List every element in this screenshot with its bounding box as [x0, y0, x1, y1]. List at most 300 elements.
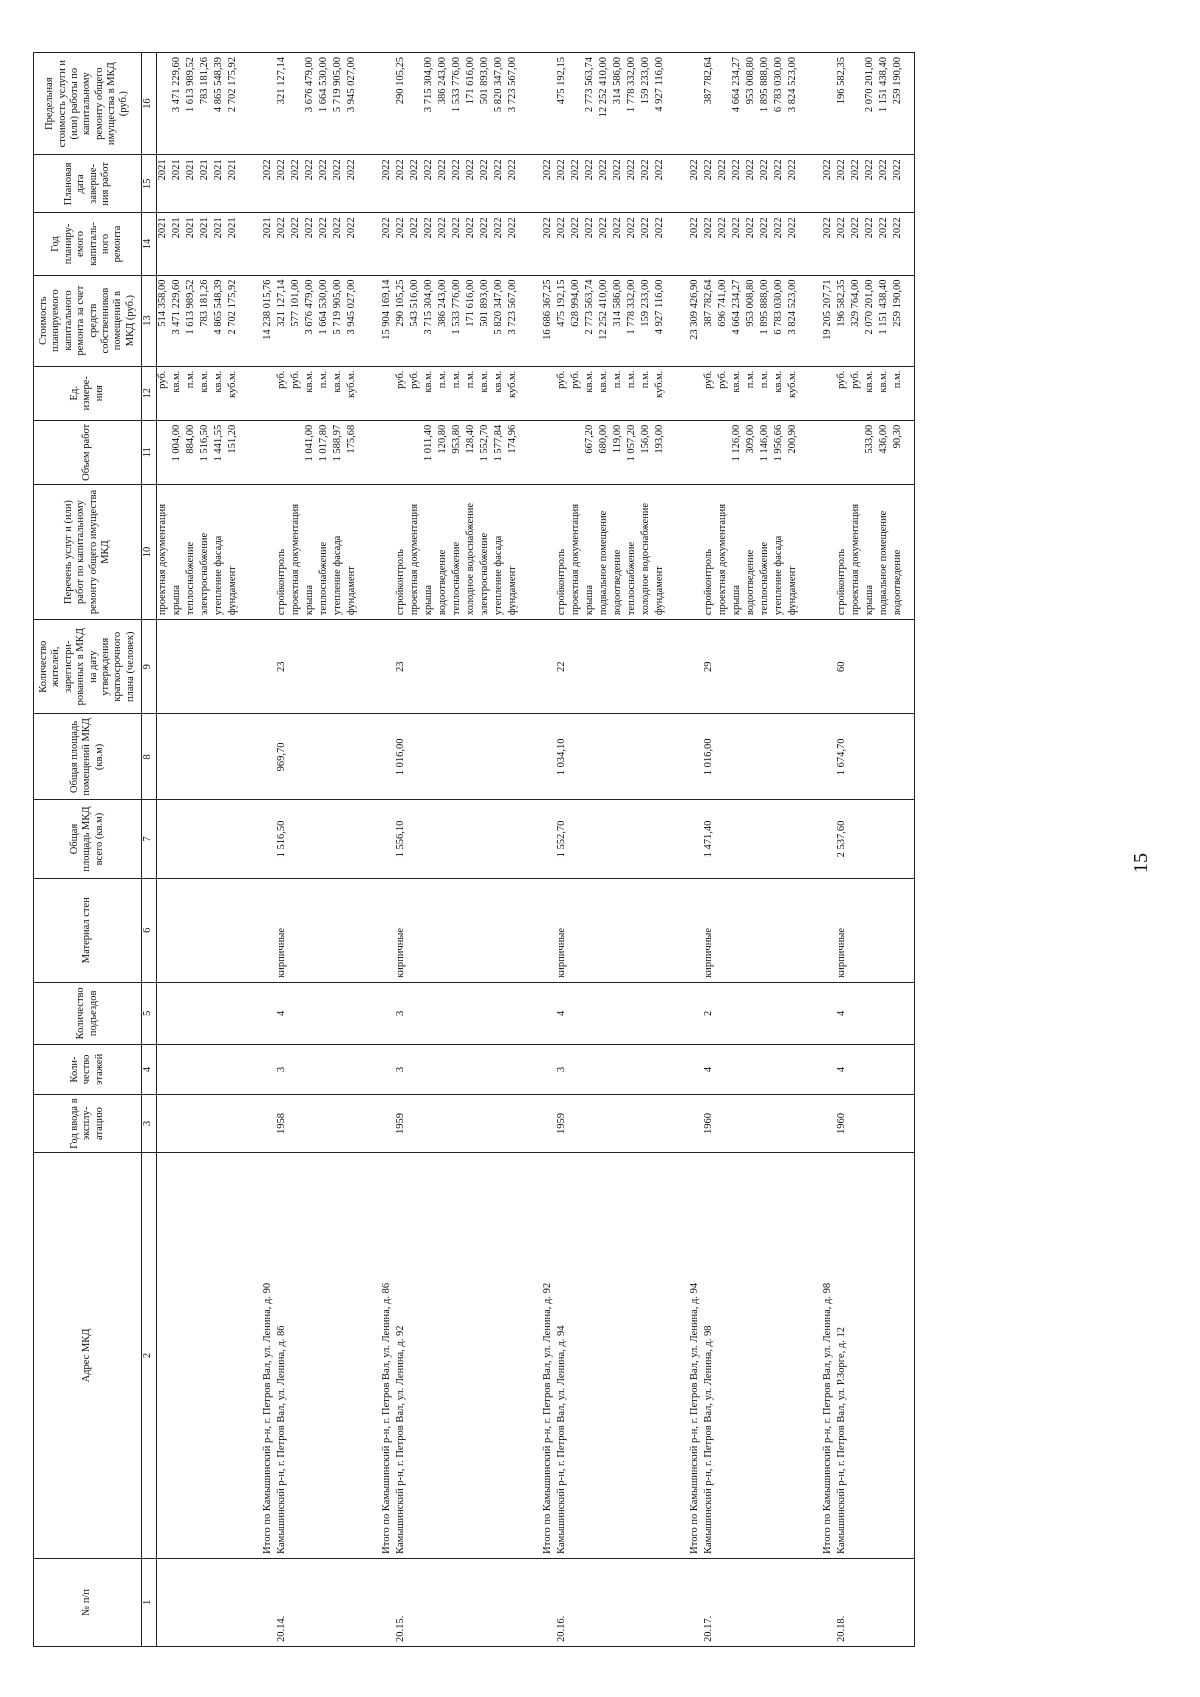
year-built-cell — [381, 1095, 395, 1153]
volume-cell: 1 126,00 — [731, 420, 745, 484]
table-row — [493, 53, 507, 1647]
year-built-cell — [346, 1095, 360, 1153]
total-area-cell — [185, 800, 199, 878]
volume-cell: 1 588,97 — [332, 420, 346, 484]
work-item-cell: холодное водоснабжение — [640, 484, 654, 619]
col-number: 10 — [142, 484, 157, 619]
address-cell — [745, 1153, 759, 1559]
premises-area-cell — [850, 714, 864, 800]
floors-cell: 4 — [836, 1044, 850, 1094]
wall-material-cell: кирпичные — [395, 878, 409, 982]
year-built-cell — [199, 1095, 213, 1153]
limit-cost-cell: 259 190,00 — [892, 53, 906, 155]
address-cell — [892, 1153, 906, 1559]
year-built-cell — [584, 1095, 598, 1153]
total-area-cell: 1 516,50 — [276, 800, 290, 878]
cost-cell: 3 471 229,60 — [171, 275, 185, 366]
work-item-cell: подвальное помещение — [598, 484, 612, 619]
unit-cell: кв.м. — [878, 366, 892, 420]
total-area-cell: 1 552,70 — [556, 800, 570, 878]
limit-cost-cell: 1 895 888,00 — [759, 53, 773, 155]
year-built-cell: 1959 — [556, 1095, 570, 1153]
entrances-cell — [668, 982, 689, 1044]
unit-cell: п.м. — [745, 366, 759, 420]
table-row — [892, 53, 906, 1647]
entrances-cell — [731, 982, 745, 1044]
total-area-cell — [521, 800, 542, 878]
repair-year-cell: 2022 — [773, 213, 787, 275]
unit-cell: п.м. — [451, 366, 465, 420]
cost-cell: 19 205 207,71 — [822, 275, 836, 366]
table-end-cell — [906, 1095, 915, 1153]
residents-cell — [423, 620, 437, 714]
cost-cell: 1 778 332,00 — [626, 275, 640, 366]
entrances-cell — [241, 982, 262, 1044]
repair-year-cell: 2022 — [346, 213, 360, 275]
repair-year-cell: 2022 — [787, 213, 801, 275]
year-built-cell — [822, 1095, 836, 1153]
completion-date-cell: 2022 — [850, 155, 864, 213]
table-row — [570, 53, 584, 1647]
wall-material-cell — [598, 878, 612, 982]
residents-cell — [479, 620, 493, 714]
row-number — [822, 1558, 836, 1646]
address-cell — [640, 1153, 654, 1559]
limit-cost-cell: 387 782,64 — [703, 53, 717, 155]
row-number — [262, 1558, 276, 1646]
residents-cell — [731, 620, 745, 714]
floors-cell — [787, 1044, 801, 1094]
work-item-cell: теплоснабжение — [185, 484, 199, 619]
unit-cell: кв.м. — [864, 366, 878, 420]
repair-year-cell: 2022 — [332, 213, 346, 275]
table-end-cell — [906, 800, 915, 878]
floors-cell — [262, 1044, 276, 1094]
entrances-cell — [290, 982, 304, 1044]
unit-cell — [801, 366, 822, 420]
table-row — [479, 53, 493, 1647]
entrances-cell — [304, 982, 318, 1044]
row-number — [360, 1558, 381, 1646]
volume-cell — [717, 420, 731, 484]
residents-cell — [304, 620, 318, 714]
row-number: 20.15. — [395, 1558, 409, 1646]
work-item-cell: фундамент — [654, 484, 668, 619]
volume-cell — [262, 420, 276, 484]
row-number — [878, 1558, 892, 1646]
capital-repair-table — [33, 52, 915, 1647]
table-row — [542, 53, 556, 1647]
total-area-cell — [346, 800, 360, 878]
table-row — [423, 53, 437, 1647]
col-header-no: № п/п — [34, 1558, 142, 1646]
cost-cell: 6 783 030,00 — [773, 275, 787, 366]
unit-cell — [668, 366, 689, 420]
limit-cost-cell: 5 719 905,00 — [332, 53, 346, 155]
wall-material-cell — [493, 878, 507, 982]
total-area-cell — [640, 800, 654, 878]
premises-area-cell — [864, 714, 878, 800]
wall-material-cell — [241, 878, 262, 982]
table-body — [157, 53, 915, 1647]
residents-cell — [213, 620, 227, 714]
residents-cell: 23 — [395, 620, 409, 714]
volume-cell — [703, 420, 717, 484]
address-cell — [465, 1153, 479, 1559]
premises-area-cell — [346, 714, 360, 800]
entrances-cell — [381, 982, 395, 1044]
limit-cost-cell: 4 664 234,27 — [731, 53, 745, 155]
total-area-cell — [878, 800, 892, 878]
wall-material-cell — [745, 878, 759, 982]
year-built-cell — [759, 1095, 773, 1153]
residents-cell — [262, 620, 276, 714]
residents-cell — [199, 620, 213, 714]
row-number — [801, 1558, 822, 1646]
row-number — [892, 1558, 906, 1646]
work-item-cell: теплоснабжение — [451, 484, 465, 619]
row-number — [521, 1558, 542, 1646]
table-row — [451, 53, 465, 1647]
premises-area-cell — [612, 714, 626, 800]
wall-material-cell — [731, 878, 745, 982]
premises-area-cell — [654, 714, 668, 800]
repair-year-cell: 2022 — [850, 213, 864, 275]
limit-cost-cell — [381, 53, 395, 155]
unit-cell: куб.м. — [227, 366, 241, 420]
col-number: 13 — [142, 275, 157, 366]
wall-material-cell — [759, 878, 773, 982]
cost-cell: 5 719 905,00 — [332, 275, 346, 366]
year-built-cell — [185, 1095, 199, 1153]
volume-cell: 1 017,80 — [318, 420, 332, 484]
row-number — [465, 1558, 479, 1646]
address-cell — [668, 1153, 689, 1559]
total-area-cell — [465, 800, 479, 878]
total-area-cell — [570, 800, 584, 878]
residents-cell — [507, 620, 521, 714]
year-built-cell — [850, 1095, 864, 1153]
year-built-cell — [227, 1095, 241, 1153]
floors-cell — [542, 1044, 556, 1094]
entrances-cell — [787, 982, 801, 1044]
row-number — [346, 1558, 360, 1646]
work-item-cell: утепление фасада — [773, 484, 787, 619]
year-built-cell: 1958 — [276, 1095, 290, 1153]
repair-year-cell: 2022 — [556, 213, 570, 275]
col-header-volume: Объем работ — [34, 420, 142, 484]
unit-cell: п.м. — [640, 366, 654, 420]
floors-cell — [612, 1044, 626, 1094]
completion-date-cell: 2021 — [227, 155, 241, 213]
row-number — [598, 1558, 612, 1646]
table-row — [213, 53, 227, 1647]
table-row — [822, 53, 836, 1647]
cost-cell — [241, 275, 262, 366]
wall-material-cell — [227, 878, 241, 982]
year-built-cell — [689, 1095, 703, 1153]
wall-material-cell — [423, 878, 437, 982]
table-row — [836, 53, 850, 1647]
address-cell — [493, 1153, 507, 1559]
total-area-cell — [227, 800, 241, 878]
repair-year-cell: 2022 — [717, 213, 731, 275]
completion-date-cell: 2022 — [507, 155, 521, 213]
year-built-cell — [332, 1095, 346, 1153]
row-number — [185, 1558, 199, 1646]
table-end-cell — [906, 420, 915, 484]
residents-cell — [717, 620, 731, 714]
wall-material-cell — [199, 878, 213, 982]
volume-cell: 436,00 — [878, 420, 892, 484]
residents-cell — [332, 620, 346, 714]
total-area-cell — [199, 800, 213, 878]
address-cell — [185, 1153, 199, 1559]
volume-cell: 1 516,50 — [199, 420, 213, 484]
volume-cell: 156,00 — [640, 420, 654, 484]
entrances-cell — [437, 982, 451, 1044]
year-built-cell — [262, 1095, 276, 1153]
wall-material-cell — [185, 878, 199, 982]
completion-date-cell: 2022 — [451, 155, 465, 213]
address-cell: Итого по Камышинский р-н, г. Петров Вал, ул. Ленина, д. 94 — [689, 1153, 703, 1559]
premises-area-cell — [290, 714, 304, 800]
col-header-year-built: Год ввода в эксплу-атацию — [34, 1095, 142, 1153]
repair-year-cell: 2022 — [479, 213, 493, 275]
cost-cell: 543 516,00 — [409, 275, 423, 366]
limit-cost-cell: 5 820 347,00 — [493, 53, 507, 155]
total-area-cell — [717, 800, 731, 878]
year-built-cell — [437, 1095, 451, 1153]
col-number: 7 — [142, 800, 157, 878]
unit-cell — [360, 366, 381, 420]
table-end-cell — [906, 1558, 915, 1646]
completion-date-cell: 2022 — [703, 155, 717, 213]
col-number: 3 — [142, 1095, 157, 1153]
floors-cell — [892, 1044, 906, 1094]
floors-cell — [409, 1044, 423, 1094]
row-number: 20.14. — [276, 1558, 290, 1646]
total-area-cell — [507, 800, 521, 878]
cost-cell: 2 070 201,00 — [864, 275, 878, 366]
unit-cell: руб. — [836, 366, 850, 420]
repair-year-cell: 2022 — [598, 213, 612, 275]
premises-area-cell — [213, 714, 227, 800]
cost-cell: 696 741,00 — [717, 275, 731, 366]
work-item-cell — [822, 484, 836, 619]
year-built-cell — [598, 1095, 612, 1153]
col-number: 5 — [142, 982, 157, 1044]
residents-cell — [878, 620, 892, 714]
work-item-cell: электроснабжение — [199, 484, 213, 619]
premises-area-cell — [437, 714, 451, 800]
table-end-cell — [906, 53, 915, 155]
total-area-cell — [451, 800, 465, 878]
year-built-cell — [157, 1095, 172, 1153]
wall-material-cell — [717, 878, 731, 982]
row-number — [318, 1558, 332, 1646]
total-area-cell — [157, 800, 172, 878]
entrances-cell — [332, 982, 346, 1044]
residents-cell — [227, 620, 241, 714]
unit-cell: кв.м. — [584, 366, 598, 420]
table-row — [290, 53, 304, 1647]
address-cell — [570, 1153, 584, 1559]
year-built-cell — [493, 1095, 507, 1153]
total-area-cell — [787, 800, 801, 878]
premises-area-cell — [241, 714, 262, 800]
unit-cell: руб. — [703, 366, 717, 420]
limit-cost-cell — [822, 53, 836, 155]
volume-cell — [836, 420, 850, 484]
completion-date-cell — [360, 155, 381, 213]
completion-date-cell — [241, 155, 262, 213]
cost-cell: 4 664 234,27 — [731, 275, 745, 366]
volume-cell: 1 057,20 — [626, 420, 640, 484]
address-cell: Камышинский р-н, г. Петров Вал, ул. Ленина, д. 86 — [276, 1153, 290, 1559]
wall-material-cell — [451, 878, 465, 982]
col-number: 8 — [142, 714, 157, 800]
repair-year-cell: 2022 — [878, 213, 892, 275]
premises-area-cell — [199, 714, 213, 800]
work-item-cell — [801, 484, 822, 619]
repair-year-cell: 2021 — [213, 213, 227, 275]
premises-area-cell — [570, 714, 584, 800]
cost-cell — [801, 275, 822, 366]
wall-material-cell — [381, 878, 395, 982]
year-built-cell: 1960 — [703, 1095, 717, 1153]
volume-cell — [689, 420, 703, 484]
unit-cell: кв.м. — [171, 366, 185, 420]
cost-cell: 3 715 304,00 — [423, 275, 437, 366]
year-built-cell — [640, 1095, 654, 1153]
limit-cost-cell: 4 865 548,39 — [213, 53, 227, 155]
floors-cell — [626, 1044, 640, 1094]
col-header-floors: Коли-чество этажей — [34, 1044, 142, 1094]
total-area-cell — [332, 800, 346, 878]
table-row — [640, 53, 654, 1647]
floors-cell — [360, 1044, 381, 1094]
residents-cell — [689, 620, 703, 714]
row-number — [381, 1558, 395, 1646]
col-number: 6 — [142, 878, 157, 982]
repair-year-cell: 2022 — [465, 213, 479, 275]
year-built-cell — [801, 1095, 822, 1153]
premises-area-cell — [479, 714, 493, 800]
repair-year-cell: 2022 — [584, 213, 598, 275]
wall-material-cell — [892, 878, 906, 982]
address-cell — [717, 1153, 731, 1559]
premises-area-cell — [689, 714, 703, 800]
total-area-cell — [612, 800, 626, 878]
total-area-cell — [731, 800, 745, 878]
table-row — [864, 53, 878, 1647]
address-cell: Итого по Камышинский р-н, г. Петров Вал, ул. Ленина, д. 98 — [822, 1153, 836, 1559]
unit-cell — [542, 366, 556, 420]
residents-cell — [654, 620, 668, 714]
premises-area-cell: 1 016,00 — [395, 714, 409, 800]
work-item-cell: фундамент — [346, 484, 360, 619]
total-area-cell — [745, 800, 759, 878]
entrances-cell — [850, 982, 864, 1044]
row-number: 20.18. — [836, 1558, 850, 1646]
premises-area-cell — [381, 714, 395, 800]
total-area-cell: 2 537,60 — [836, 800, 850, 878]
premises-area-cell — [878, 714, 892, 800]
address-cell — [626, 1153, 640, 1559]
cost-cell — [521, 275, 542, 366]
wall-material-cell — [437, 878, 451, 982]
unit-cell: п.м. — [437, 366, 451, 420]
completion-date-cell: 2022 — [689, 155, 703, 213]
year-built-cell — [864, 1095, 878, 1153]
address-cell — [437, 1153, 451, 1559]
completion-date-cell: 2022 — [892, 155, 906, 213]
residents-cell — [360, 620, 381, 714]
cost-cell: 953 008,80 — [745, 275, 759, 366]
residents-cell — [185, 620, 199, 714]
wall-material-cell — [290, 878, 304, 982]
limit-cost-cell: 1 778 332,00 — [626, 53, 640, 155]
wall-material-cell — [801, 878, 822, 982]
unit-cell: п.м. — [892, 366, 906, 420]
repair-year-cell: 2022 — [745, 213, 759, 275]
table-row — [773, 53, 787, 1647]
cost-cell: 196 582,35 — [836, 275, 850, 366]
limit-cost-cell: 501 893,00 — [479, 53, 493, 155]
work-item-cell: водоотведение — [612, 484, 626, 619]
floors-cell: 3 — [556, 1044, 570, 1094]
col-header-cost: Стоимость планируемого капитального ремонта за счет средств собственников помещений в МКД (руб.) — [34, 275, 142, 366]
table-row — [654, 53, 668, 1647]
premises-area-cell — [262, 714, 276, 800]
residents-cell — [598, 620, 612, 714]
row-number — [332, 1558, 346, 1646]
premises-area-cell — [409, 714, 423, 800]
residents-cell — [465, 620, 479, 714]
premises-area-cell — [304, 714, 318, 800]
floors-cell — [668, 1044, 689, 1094]
entrances-cell: 4 — [556, 982, 570, 1044]
work-item-cell: проектная документация — [409, 484, 423, 619]
residents-cell — [850, 620, 864, 714]
cost-cell: 577 101,00 — [290, 275, 304, 366]
repair-year-cell: 2022 — [542, 213, 556, 275]
spacer-row — [521, 53, 542, 1647]
total-area-cell — [437, 800, 451, 878]
residents-cell — [612, 620, 626, 714]
residents-cell — [759, 620, 773, 714]
col-number: 1 — [142, 1558, 157, 1646]
col-header-wall-material: Материал стен — [34, 878, 142, 982]
address-cell — [157, 1153, 172, 1559]
limit-cost-cell: 1 533 776,00 — [451, 53, 465, 155]
work-item-cell: теплоснабжение — [318, 484, 332, 619]
floors-cell — [640, 1044, 654, 1094]
premises-area-cell: 1 034,10 — [556, 714, 570, 800]
cost-cell: 329 764,00 — [850, 275, 864, 366]
table-row — [262, 53, 276, 1647]
unit-cell: кв.м. — [213, 366, 227, 420]
table-row — [409, 53, 423, 1647]
table-end-row — [906, 53, 915, 1647]
address-cell — [227, 1153, 241, 1559]
completion-date-cell: 2021 — [157, 155, 172, 213]
volume-cell — [290, 420, 304, 484]
floors-cell — [185, 1044, 199, 1094]
year-built-cell — [171, 1095, 185, 1153]
work-item-cell: проектная документация — [850, 484, 864, 619]
